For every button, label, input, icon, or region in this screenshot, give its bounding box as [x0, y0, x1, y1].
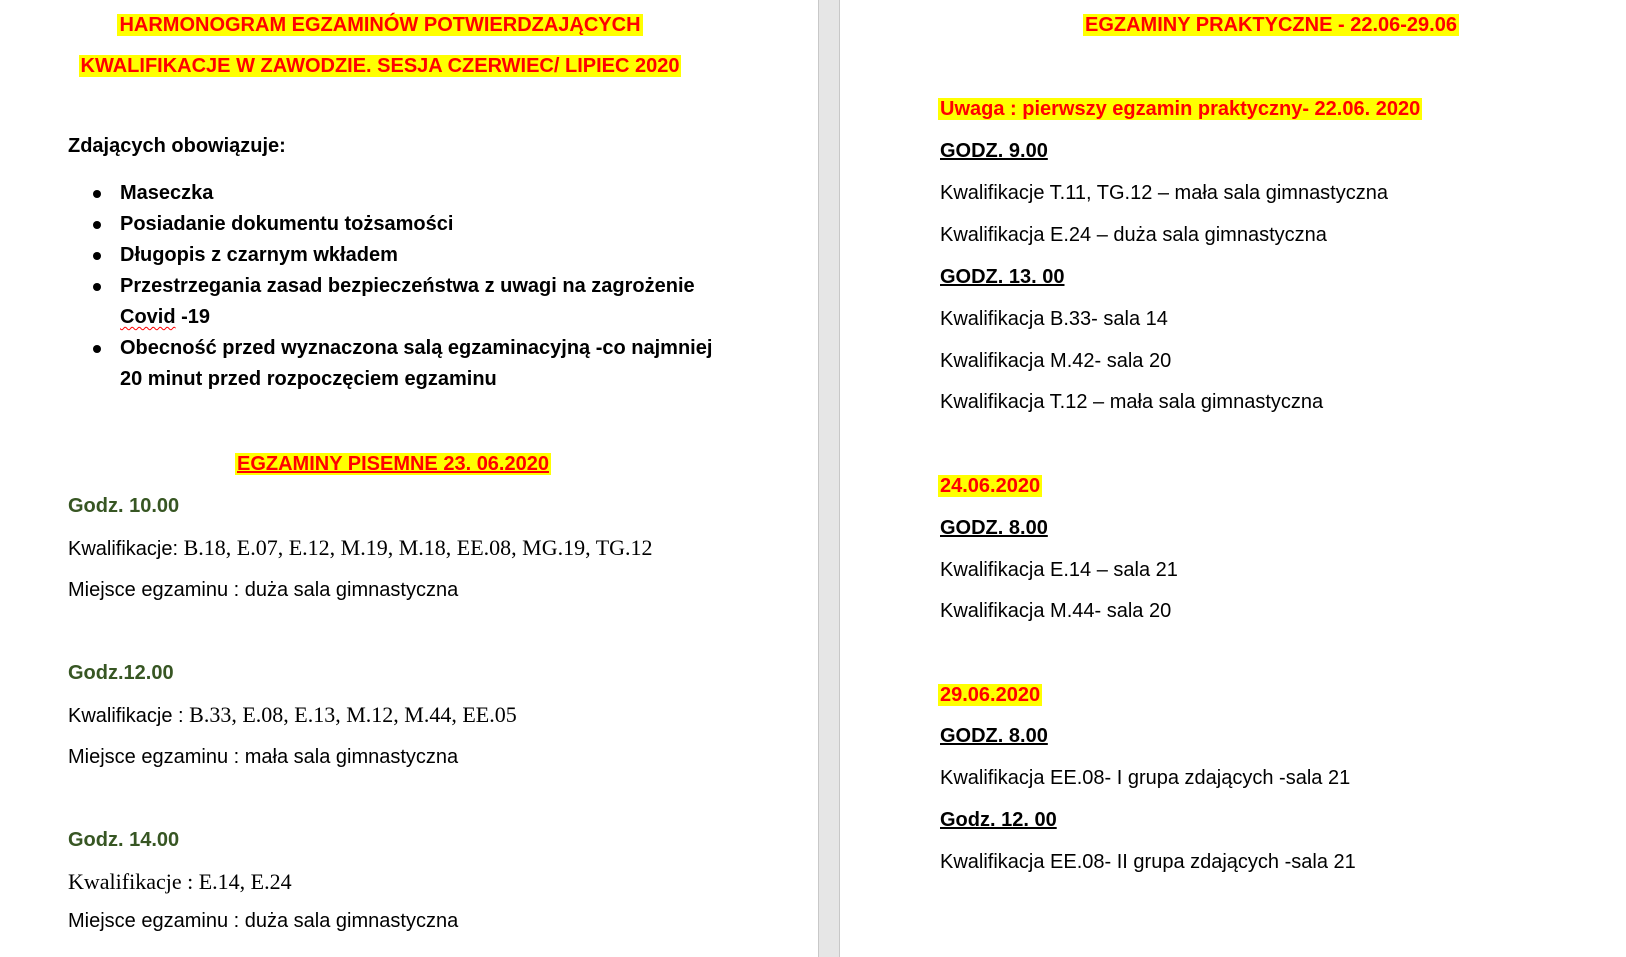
slot-3-place: Miejsce egzaminu : duża sala gimnastyczna [68, 910, 459, 932]
requirement-item-2: Posiadanie dokumentu tożsamości [120, 213, 454, 235]
day3-item-1: Kwalifikacja EE.08- I grupa zdających -sala 21 [940, 767, 1351, 789]
slot-2-qual-label: Kwalifikacje : [68, 705, 190, 727]
requirement-item-4-line-2 [120, 304, 210, 330]
day1-time-2: GODZ. 13. 00 [940, 266, 1065, 288]
requirement-item-5-line-2: 20 minut przed rozpoczęciem egzaminu [120, 368, 497, 390]
day2-item-1: Kwalifikacja E.14 – sala 21 [940, 559, 1178, 581]
practical-title-row [1083, 12, 1459, 38]
title-line-2: KWALIFIKACJE W ZAWODZIE. SESJA CZERWIEC/ LIPIEC 2020 [80, 55, 680, 77]
bullet-icon [93, 283, 101, 291]
day1-item-2: Kwalifikacja E.24 – duża sala gimnastyczna [940, 224, 1327, 246]
day2-time: GODZ. 8.00 [940, 517, 1048, 539]
bullet-icon [93, 252, 101, 260]
day3-time-2: Godz. 12. 00 [940, 809, 1057, 831]
right-page [840, 0, 1626, 957]
day1-item-5: Kwalifikacja T.12 – mała sala gimnastyczna [940, 391, 1324, 413]
day3-time-1: GODZ. 8.00 [940, 725, 1048, 747]
title-line-1-row [0, 12, 760, 38]
notice-row [938, 96, 1422, 122]
title-line-1: HARMONOGRAM EGZAMINÓW POTWIERDZAJĄCYCH [119, 14, 641, 36]
requirement-item-4-suffix: -19 [175, 306, 211, 328]
day3-date: 29.06.2020 [940, 684, 1041, 706]
day2-item-2: Kwalifikacja M.44- sala 20 [940, 600, 1172, 622]
bullet-icon [93, 345, 101, 353]
day3-date-row [938, 682, 1042, 708]
title-line-2-row [0, 53, 760, 79]
practical-exams-title: EGZAMINY PRAKTYCZNE - 22.06-29.06 [1085, 14, 1457, 36]
day2-date-row [938, 473, 1042, 499]
slot-1-time: Godz. 10.00 [68, 495, 180, 517]
written-exams-heading: EGZAMINY PISEMNE 23. 06.2020 [237, 453, 549, 475]
slot-1-qual-label: Kwalifikacje: [68, 538, 184, 560]
slot-2-qualifications [68, 702, 517, 729]
day2-date: 24.06.2020 [940, 475, 1041, 497]
first-exam-notice: Uwaga : pierwszy egzamin praktyczny- 22.06. 2020 [940, 98, 1421, 120]
slot-2-place: Miejsce egzaminu : mała sala gimnastyczna [68, 746, 459, 768]
slot-1-place: Miejsce egzaminu : duża sala gimnastyczna [68, 579, 459, 601]
day1-item-3: Kwalifikacja B.33- sala 14 [940, 308, 1168, 330]
day1-item-1: Kwalifikacje T.11, TG.12 – mała sala gimnastyczna [940, 182, 1388, 204]
spellcheck-word: Covid [120, 306, 176, 328]
bullet-icon [93, 221, 101, 229]
requirement-item-1: Maseczka [120, 182, 214, 204]
bullet-icon [93, 190, 101, 198]
written-heading-row [0, 451, 786, 477]
requirements-heading: Zdających obowiązuje: [68, 135, 286, 157]
slot-1-qualifications [68, 535, 653, 562]
day3-item-2: Kwalifikacja EE.08- II grupa zdających -sala 21 [940, 851, 1356, 873]
slot-2-qual-list: B.33, E.08, E.13, M.12, M.44, EE.05 [189, 702, 517, 727]
day1-item-4: Kwalifikacja M.42- sala 20 [940, 350, 1172, 372]
slot-3-time: Godz. 14.00 [68, 829, 180, 851]
slot-3-qualifications: Kwalifikacje : E.14, E.24 [68, 869, 292, 894]
requirement-item-3: Długopis z czarnym wkładem [120, 244, 398, 266]
slot-1-qual-list: B.18, E.07, E.12, M.19, M.18, EE.08, MG.19, TG.12 [183, 535, 653, 560]
slot-2-time: Godz.12.00 [68, 662, 174, 684]
day1-time-1: GODZ. 9.00 [940, 140, 1048, 162]
requirement-item-5-line-1: Obecność przed wyznaczona salą egzaminacyjną -co najmniej [120, 337, 713, 359]
page-gutter [818, 0, 840, 957]
requirement-item-4-line-1: Przestrzegania zasad bezpieczeństwa z uwagi na zagrożenie [120, 275, 695, 297]
